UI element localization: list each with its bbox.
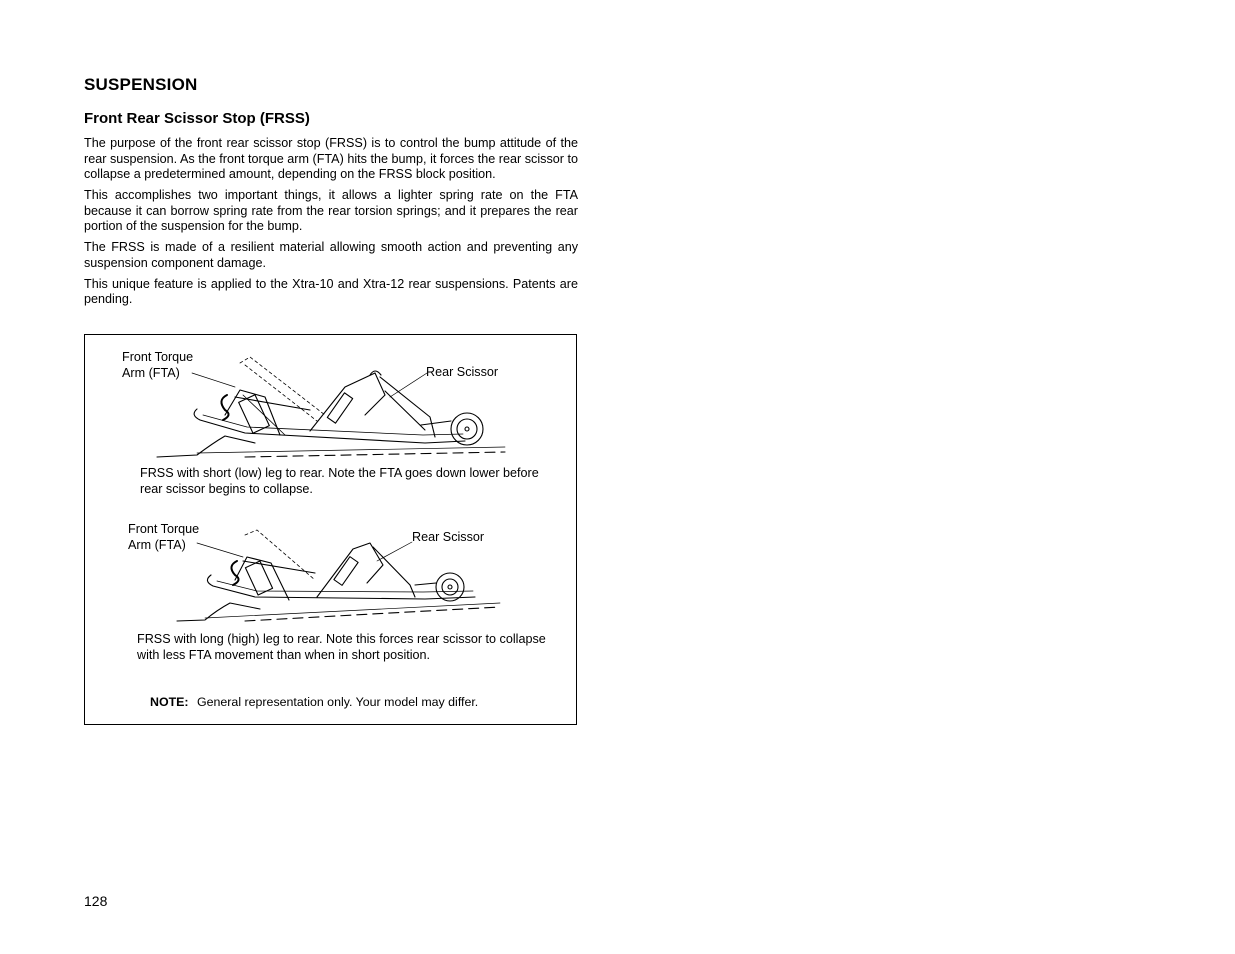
fta-label-2: Front Torque Arm (FTA) bbox=[128, 522, 200, 552]
paragraph-benefits: This accomplishes two important things, it allows a lighter spring rate on the FTA because it can borrow spring rate from the rear torsion springs; and it prepares the rear portion of the suspension for the bump. bbox=[84, 188, 578, 233]
rear-scissor-label-2: Rear Scissor bbox=[412, 530, 485, 544]
note-label: NOTE: bbox=[150, 695, 189, 709]
note-text: General representation only. Your model may differ. bbox=[197, 695, 479, 709]
section-heading: SUSPENSION bbox=[84, 75, 198, 94]
paragraph-material: The FRSS is made of a resilient material allowing smooth action and preventing any suspension component damage. bbox=[84, 240, 578, 270]
fta-label-1: Front Torque Arm (FTA) bbox=[122, 350, 194, 380]
paragraph-application: This unique feature is applied to the Xtra-10 and Xtra-12 rear suspensions. Patents are pending. bbox=[84, 276, 578, 306]
caption-1: FRSS with short (low) leg to rear. Note the FTA goes down lower before rear scissor begins to collapse. bbox=[140, 466, 539, 496]
subsection-heading: Front Rear Scissor Stop (FRSS) bbox=[84, 110, 310, 127]
note bbox=[150, 695, 478, 709]
paragraph-purpose: The purpose of the front rear scissor stop (FRSS) is to control the bump attitude of the rear suspension. As the front torque arm (FTA) hits the bump, it forces the rear scissor to collapse a predetermined amount, depending on the FRSS block position. bbox=[84, 136, 578, 181]
figure-box bbox=[84, 334, 577, 725]
rear-scissor-label-1: Rear Scissor bbox=[426, 365, 499, 379]
body-text bbox=[84, 136, 578, 313]
page-number: 128 bbox=[84, 893, 108, 909]
caption-2: FRSS with long (high) leg to rear. Note this forces rear scissor to collapse with less FTA movement than when in short position. bbox=[137, 632, 546, 662]
